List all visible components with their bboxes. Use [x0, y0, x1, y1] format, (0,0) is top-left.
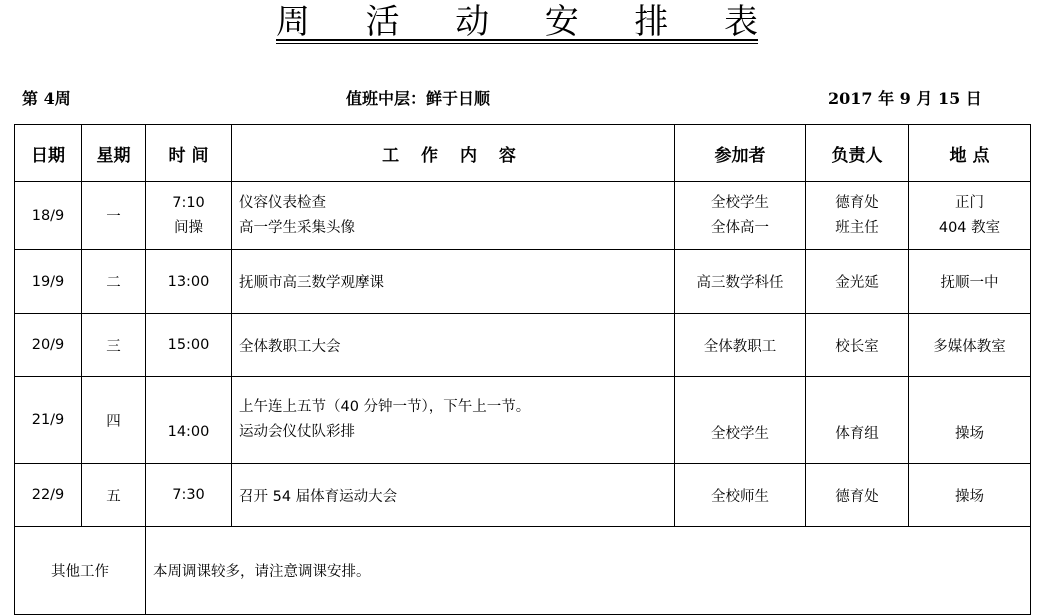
row-participants: 全校学生 全体高一 — [675, 182, 806, 250]
table-row-other — [15, 527, 1031, 615]
duty-officer: 值班中层：鲜于日顺 — [346, 89, 491, 108]
row-participants: 全校师生 — [675, 464, 806, 527]
row-place: 抚顺一中 — [909, 250, 1031, 314]
row-content: 召开 54 届体育运动大会 — [232, 464, 675, 527]
row-weekday: 三 — [82, 314, 146, 377]
row-owner: 德育处 — [806, 464, 909, 527]
row-participants: 全体教职工 — [675, 314, 806, 377]
row-time: 7:30 — [146, 464, 232, 527]
row-date: 18/9 — [15, 182, 82, 250]
row-content: 抚顺市高三数学观摩课 — [232, 250, 675, 314]
row-owner: 德育处 班主任 — [806, 182, 909, 250]
week-number: 第 4周 — [22, 89, 71, 108]
row-content: 上午连上五节（40 分钟一节），下午上一节。 运动会仪仗队彩排 — [232, 377, 675, 464]
table-row — [15, 182, 1031, 250]
row-place: 多媒体教室 — [909, 314, 1031, 377]
row-content: 仪容仪表检查 高一学生采集头像 — [232, 182, 675, 250]
page-title: 周 活 动 安 排 表 — [276, 2, 758, 42]
column-header-place: 地 点 — [909, 125, 1031, 182]
other-work-label: 其他工作 — [15, 527, 146, 615]
column-header-owner: 负责人 — [806, 125, 909, 182]
row-owner: 校长室 — [806, 314, 909, 377]
row-weekday: 一 — [82, 182, 146, 250]
row-owner: 体育组 — [806, 377, 909, 464]
other-work-text: 本周调课较多，请注意调课安排。 — [146, 527, 1031, 615]
row-date: 20/9 — [15, 314, 82, 377]
column-header-date: 日期 — [15, 125, 82, 182]
table-row — [15, 377, 1031, 464]
row-place: 操场 — [909, 377, 1031, 464]
title-underline-thin — [276, 43, 758, 44]
column-header-weekday: 星期 — [82, 125, 146, 182]
row-weekday: 五 — [82, 464, 146, 527]
schedule-table — [14, 124, 1031, 615]
row-place: 操场 — [909, 464, 1031, 527]
table-row — [15, 314, 1031, 377]
row-participants: 全校学生 — [675, 377, 806, 464]
table-row — [15, 464, 1031, 527]
row-time: 13:00 — [146, 250, 232, 314]
row-time: 7:10 间操 — [146, 182, 232, 250]
row-weekday: 四 — [82, 377, 146, 464]
row-date: 21/9 — [15, 377, 82, 464]
row-content: 全体教职工大会 — [232, 314, 675, 377]
row-time: 15:00 — [146, 314, 232, 377]
row-weekday: 二 — [82, 250, 146, 314]
row-owner: 金光延 — [806, 250, 909, 314]
title-underline — [276, 39, 758, 41]
row-participants: 高三数学科任 — [675, 250, 806, 314]
column-header-content: 工 作 内 容 — [232, 125, 675, 182]
row-time: 14:00 — [146, 377, 232, 464]
column-header-participants: 参加者 — [675, 125, 806, 182]
table-header-row — [15, 125, 1031, 182]
column-header-time: 时 间 — [146, 125, 232, 182]
table-row — [15, 250, 1031, 314]
row-place: 正门 404 教室 — [909, 182, 1031, 250]
document-date: 2017 年 9 月 15 日 — [828, 89, 982, 108]
row-date: 22/9 — [15, 464, 82, 527]
row-date: 19/9 — [15, 250, 82, 314]
